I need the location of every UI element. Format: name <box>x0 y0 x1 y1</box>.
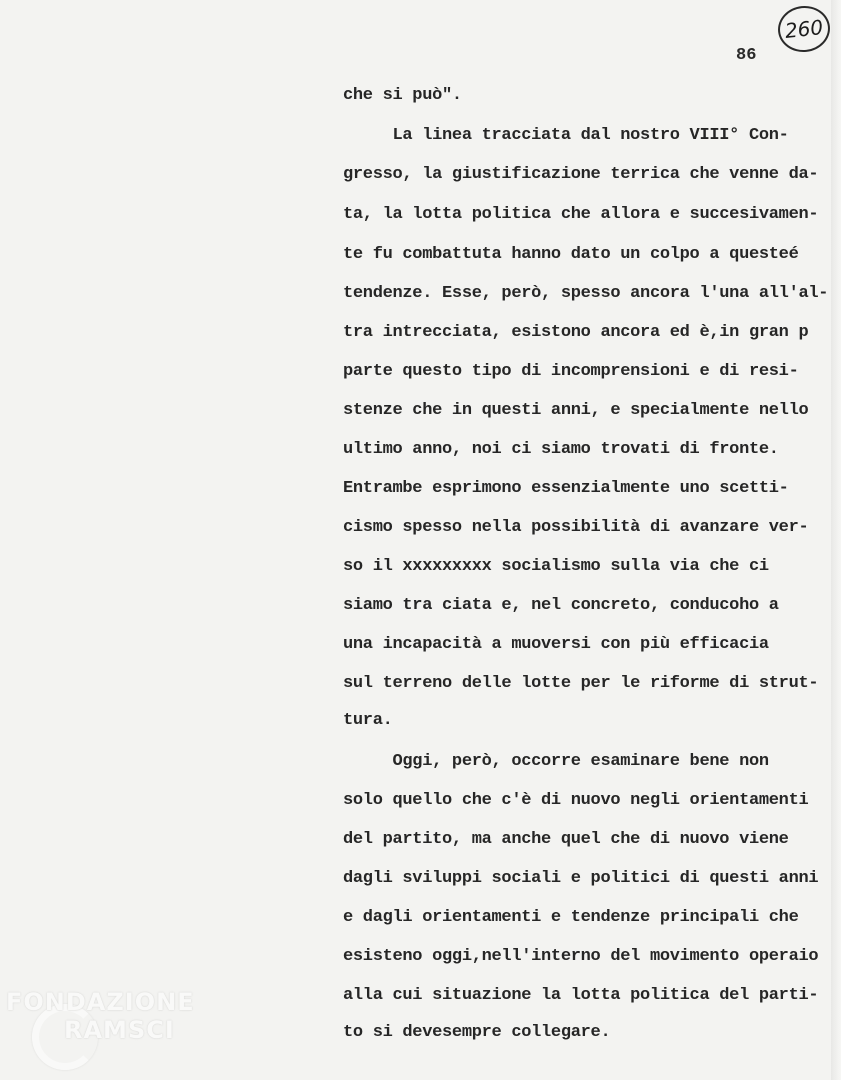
text-line: siamo tra ciata e, nel concreto, conducoho a <box>343 596 779 615</box>
text-line: tura. <box>343 711 393 730</box>
text-line: esisteno oggi,nell'interno del movimento operaio <box>343 947 819 966</box>
text-line: Oggi, però, occorre esaminare bene non <box>343 752 769 771</box>
text-line: dagli sviluppi sociali e politici di questi anni <box>343 869 819 888</box>
text-line: stenze che in questi anni, e specialmente nello <box>343 401 809 420</box>
archive-number-stamp: 260 <box>776 3 833 54</box>
paper-edge <box>831 0 841 1080</box>
text-line: e dagli orientamenti e tendenze principali che <box>343 908 799 927</box>
text-line: tendenze. Esse, però, spesso ancora l'una all'al- <box>343 284 829 303</box>
text-line: una incapacità a muoversi con più efficacia <box>343 635 769 654</box>
watermark-line-2: RAMSCI <box>64 1016 175 1044</box>
text-line: del partito, ma anche quel che di nuovo viene <box>343 830 789 849</box>
text-line: gresso, la giustificazione terrica che venne da- <box>343 165 819 184</box>
page-number: 86 <box>736 46 757 65</box>
fondazione-gramsci-watermark <box>6 988 216 1068</box>
text-line: tra intrecciata, esistono ancora ed è,in gran p <box>343 323 809 342</box>
text-line: solo quello che c'è di nuovo negli orientamenti <box>343 791 809 810</box>
text-line: parte questo tipo di incomprensioni e di resi- <box>343 362 799 381</box>
text-line: cismo spesso nella possibilità di avanzare ver- <box>343 518 809 537</box>
watermark-line-1: FONDAZIONE <box>6 988 195 1016</box>
text-line: che si può". <box>343 86 462 105</box>
text-line: ta, la lotta politica che allora e succesivamen- <box>343 205 819 224</box>
text-line: La linea tracciata dal nostro VIII° Con- <box>343 126 789 145</box>
text-line: ultimo anno, noi ci siamo trovati di fronte. <box>343 440 779 459</box>
text-line: sul terreno delle lotte per le riforme di strut- <box>343 674 819 693</box>
text-line: to si devesempre collegare. <box>343 1023 611 1042</box>
text-line: alla cui situazione la lotta politica del parti- <box>343 986 819 1005</box>
text-line: te fu combattuta hanno dato un colpo a questeé <box>343 245 799 264</box>
text-line: Entrambe esprimono essenzialmente uno scetti- <box>343 479 789 498</box>
text-line: so il xxxxxxxxx socialismo sulla via che ci <box>343 557 769 576</box>
